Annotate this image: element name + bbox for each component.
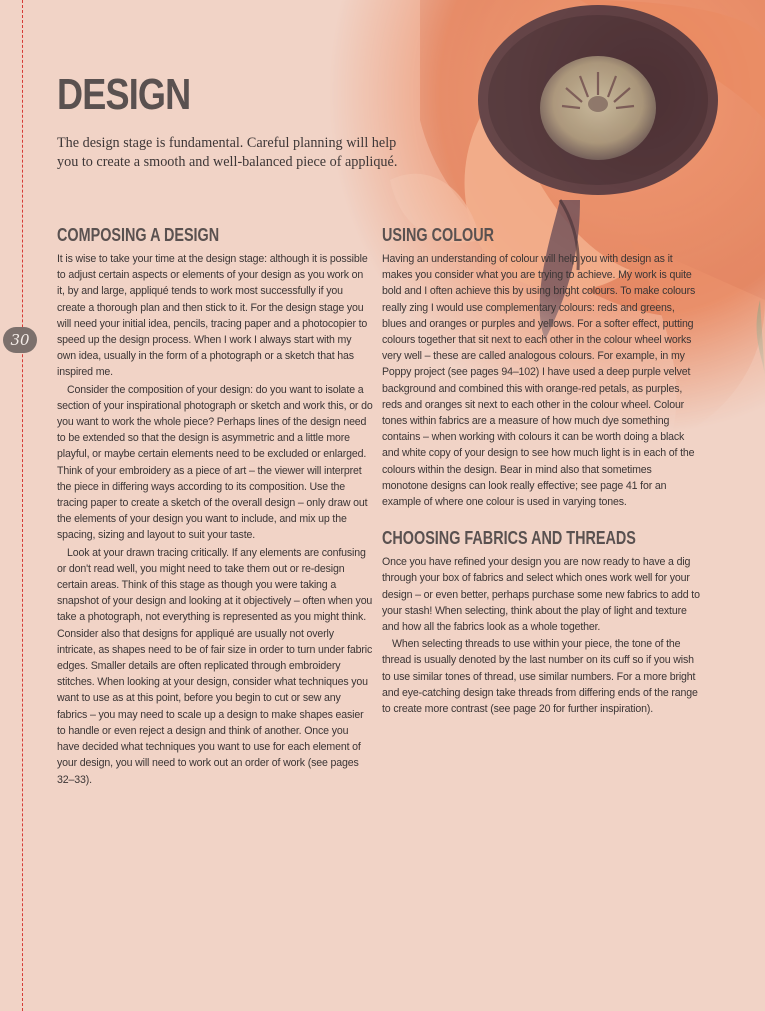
body-paragraph: When selecting threads to use within your piece, the tone of the thread is usually denoted by the last number on its cuff so if you wish to use similar tones of thread, use similar numbers. For a more bright and eye-catching design take threads from differing ends of the range to create more contrast (see page 20 for further inspiration). [382,638,698,716]
right-column [382,225,700,717]
body-paragraph: Look at your drawn tracing critically. If any elements are confusing or don't read well, you might need to take them out or re-design certain areas. Think of this stage as though you were taking a snapshot of your design and looking at it objectively – often when you take a photograph, not everything is represented as you might think. Consider also that designs for appliqué are usually not overly intricate, as shapes need to be of fair size in order to turn under fabric edges. Smaller details are often replicated through embroidery stitches. When looking at your design, consider what techniques you want to use as at this point, before you begin to cut or sew any fabrics – you may need to scale up a design to make shapes easier to handle or even reject a design and think of another. Once you have decided what techniques you want to use for each element of your design, you will need to work out an order of work (see pages 32–33). [57,546,373,786]
body-paragraph: Having an understanding of colour will help you with design as it makes you consider what you are trying to achieve. My work is quite bold and I often achieve this by using bright colours. To make colours really zing I would use complementary colours: reds and greens, blues and oranges or purples and yellows. For a softer effect, putting colours together that sit next to each other in the colour wheel works very well – these are called analogous colours. For example, in my Poppy project (see pages 94–102) I have used a deep purple velvet background and combined this with orange-red petals, as purples, reds and oranges sit next to each other in the colour wheel. Colour tones within fabrics are a measure of how much dye something contains – when working with colours it can be worth doing a black and white copy of your design to see how much light is in each of the colours within the design. Bear in mind also that sometimes monotone designs can look really effective; see page 41 for an example of where one colour is used in varying tones. [382,253,696,509]
section-heading-fabrics: CHOOSING FABRICS AND THREADS [382,528,636,549]
page-number: 30 [3,327,37,353]
body-paragraph: Once you have refined your design you are now ready to have a dig through your box of fabrics and select which ones work well for your design – or even better, perhaps purchase some new fabrics to add to your stash! When selecting, think about the play of light and texture and how all the fabrics look as a whole together. [382,556,700,634]
section-heading-colour: USING COLOUR [382,225,495,245]
body-paragraph: Consider the composition of your design: do you want to isolate a section of your inspirational photograph or sketch and work this, or do you want to work the whole piece? Perhaps lines of the design need to be extended so that the design is asymmetric and a little more playful, or maybe certain elements need to be excluded or enlarged. Think of your embroidery as a piece of art – the viewer will interpret the piece in differing ways according to its composition. Use the tracing paper to create a sketch of the overall design – only draw out the elements of your design you want to include, and mix up the spacing, sizing and layout to suit your taste. [57,383,373,542]
stitch-border-line [22,0,23,1011]
left-column [57,225,373,788]
body-paragraph: It is wise to take your time at the design stage: although it is possible to adjust certain aspects or elements of your design as you work on it, by and large, appliqué tends to work most successfully if you create a thorough plan and then stick to it. For the design stage you will need your initial idea, pencils, tracing paper and a photocopier to speed up the design process. When I work I always start with my own idea, usually in the form of a photograph or a sketch that has inspired me. [57,253,368,379]
section-heading-composing: COMPOSING A DESIGN [57,225,220,245]
intro-text: The design stage is fundamental. Careful planning will help you to create a smooth and well-balanced piece of appliqué. [57,135,398,170]
page-title: DESIGN [57,70,191,119]
